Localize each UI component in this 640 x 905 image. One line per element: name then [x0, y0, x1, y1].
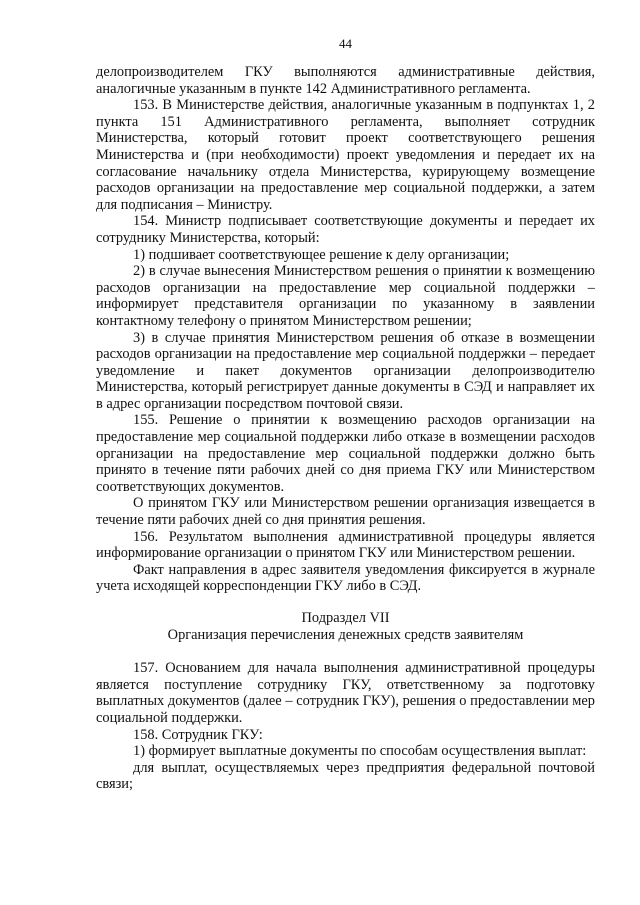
- paragraph-154-item-1: 1) подшивает соответствующее решение к делу организации;: [133, 246, 510, 263]
- paragraph-153: 153. В Министерстве действия, аналогичные указанным в подпунктах 1, 2 пункта 151 Административного регламента, выполняет сотрудник Министерства, который готовит проект соответствующего решения Министерства и (при необходимости) проект уведомления и передает их на согласование начальнику отдела Министерства, курирующему возмещение расходов организации на предоставление мер социальной поддержки, а затем для подписания – Министру.: [96, 97, 595, 213]
- paragraph-155-notice: О принятом ГКУ или Министерством решении организация извещается в течение пяти рабочих дней со дня принятия решения.: [96, 495, 595, 529]
- paragraph-158-item-1: 1) формирует выплатные документы по способам осуществления выплат:: [133, 743, 587, 760]
- paragraph-154-item-2: 2) в случае вынесения Министерством решения о принятии к возмещению расходов организации на предоставление мер социальной поддержки – информирует представителя организации по указанному в заявлении контактному телефону о принятом Министерством решении;: [96, 263, 595, 329]
- section-subtitle: Организация перечисления денежных средств заявителям: [167, 626, 524, 643]
- paragraph-156-fact: Факт направления в адрес заявителя уведомления фиксируется в журнале учета исходящей корреспонденции ГКУ либо в СЭД.: [96, 561, 595, 595]
- paragraph-155: 155. Решение о принятии к возмещению расходов организации на предоставление мер социальной поддержки либо отказе в возмещении расходов организации на предоставление мер социальной поддержки должно быть принято в течение пяти рабочих дней со дня приема ГКУ или Министерством соответствующих документов.: [96, 412, 595, 495]
- document-body: [96, 64, 595, 793]
- paragraph-154: 154. Министр подписывает соответствующие документы и передает их сотруднику Министерства, который:: [96, 213, 595, 246]
- section-title: Подраздел VII: [301, 610, 390, 626]
- paragraph-157: 157. Основанием для начала выполнения административной процедуры является поступление сотруднику ГКУ, ответственному за подготовку выплатных документов (далее – сотрудник ГКУ), решения о предоставлении мер социальной поддержки.: [96, 660, 595, 726]
- paragraph-156: 156. Результатом выполнения административной процедуры является информирование организации о принятом ГКУ или Министерством решении.: [96, 528, 595, 562]
- paragraph-158: 158. Сотрудник ГКУ:: [133, 726, 263, 743]
- paragraph-158-subitem-post: для выплат, осуществляемых через предприятия федеральной почтовой связи;: [96, 759, 595, 793]
- page-number: 44: [339, 36, 352, 51]
- paragraph-154-item-3: 3) в случае принятия Министерством решения об отказе в возмещении расходов организации на предоставление мер социальной поддержки – передает уведомление и пакет документов организации делопроизводителю Министерства, который регистрирует данные документы в СЭД и направляет их в адрес организации посредством почтовой связи.: [96, 329, 595, 412]
- paragraph-continuation-142: делопроизводителем ГКУ выполняются административные действия, аналогичные указанным в пункте 142 Административного регламента.: [96, 64, 595, 97]
